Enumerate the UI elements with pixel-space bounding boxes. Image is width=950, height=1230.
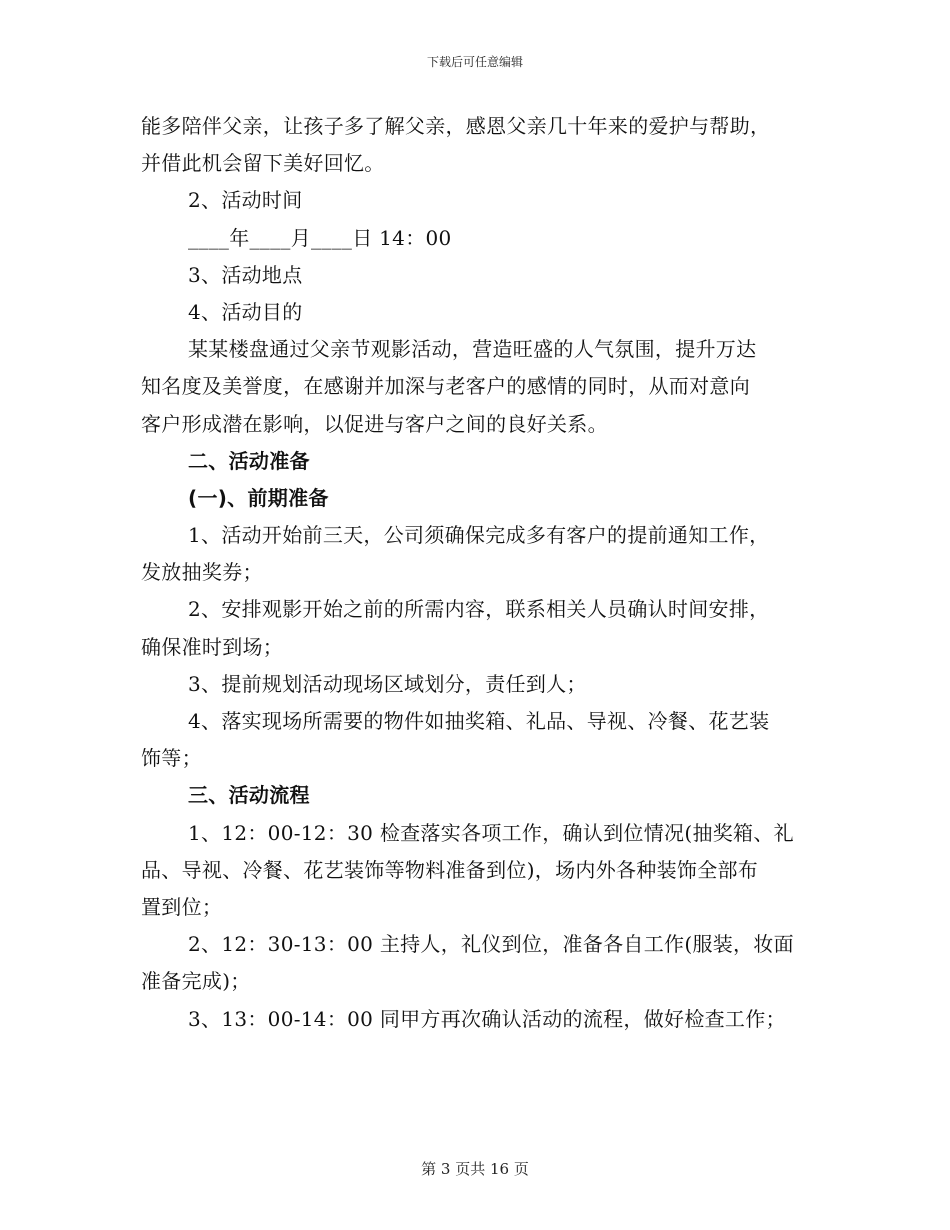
list-item-continuation: 置到位；: [141, 894, 223, 919]
list-item: 3、13：00-14：00 同甲方再次确认活动的流程，做好检查工作；: [188, 1006, 786, 1031]
list-item: 3、提前规划活动现场区域划分，责任到人；: [188, 671, 587, 696]
list-item: 2、12：30-13：00 主持人，礼仪到位，准备各自工作(服装，妆面: [188, 932, 794, 957]
list-item-continuation: 确保准时到场；: [141, 634, 284, 659]
document-body: [141, 108, 821, 1038]
activity-purpose-heading: 4、活动目的: [188, 299, 303, 324]
paragraph-line: 知名度及美誉度，在感谢并加深与老客户的感情的同时，从而对意向: [141, 374, 750, 399]
activity-time-value: ____年____月____日 14：00: [188, 225, 452, 250]
section-heading-process: 三、活动流程: [188, 783, 310, 808]
page-number: 第 3 页共 16 页: [421, 1160, 529, 1178]
paragraph-line: 客户形成潜在影响，以促进与客户之间的良好关系。: [141, 411, 608, 436]
list-item-continuation: 品、导视、冷餐、花艺装饰等物料准备到位)，场内外各种装饰全部布: [141, 857, 759, 882]
list-item: 1、活动开始前三天，公司须确保完成多有客户的提前通知工作，: [188, 523, 770, 548]
list-item: 1、12：00-12：30 检查落实各项工作，确认到位情况(抽奖箱、礼: [188, 820, 794, 845]
list-item: 2、安排观影开始之前的所需内容，联系相关人员确认时间安排，: [188, 597, 770, 622]
list-item-continuation: 饰等；: [141, 746, 202, 771]
paragraph-line: 能多陪伴父亲，让孩子多了解父亲，感恩父亲几十年来的爱护与帮助，: [141, 114, 771, 138]
paragraph-line: 并借此机会留下美好回忆。: [141, 151, 385, 176]
activity-location-heading: 3、活动地点: [188, 262, 303, 287]
activity-time-heading: 2、活动时间: [188, 188, 303, 213]
subsection-heading-early-prep: (一)、前期准备: [188, 485, 329, 510]
paragraph-line: 某某楼盘通过父亲节观影活动，营造旺盛的人气氛围，提升万达: [188, 337, 757, 362]
section-heading-preparation: 二、活动准备: [188, 448, 310, 473]
page-header: 下载后可任意编辑: [426, 55, 523, 69]
list-item-continuation: 准备完成)；: [141, 969, 251, 994]
list-item: 4、落实现场所需要的物件如抽奖箱、礼品、导视、冷餐、花艺装: [188, 709, 770, 733]
list-item-continuation: 发放抽奖券；: [141, 560, 263, 585]
